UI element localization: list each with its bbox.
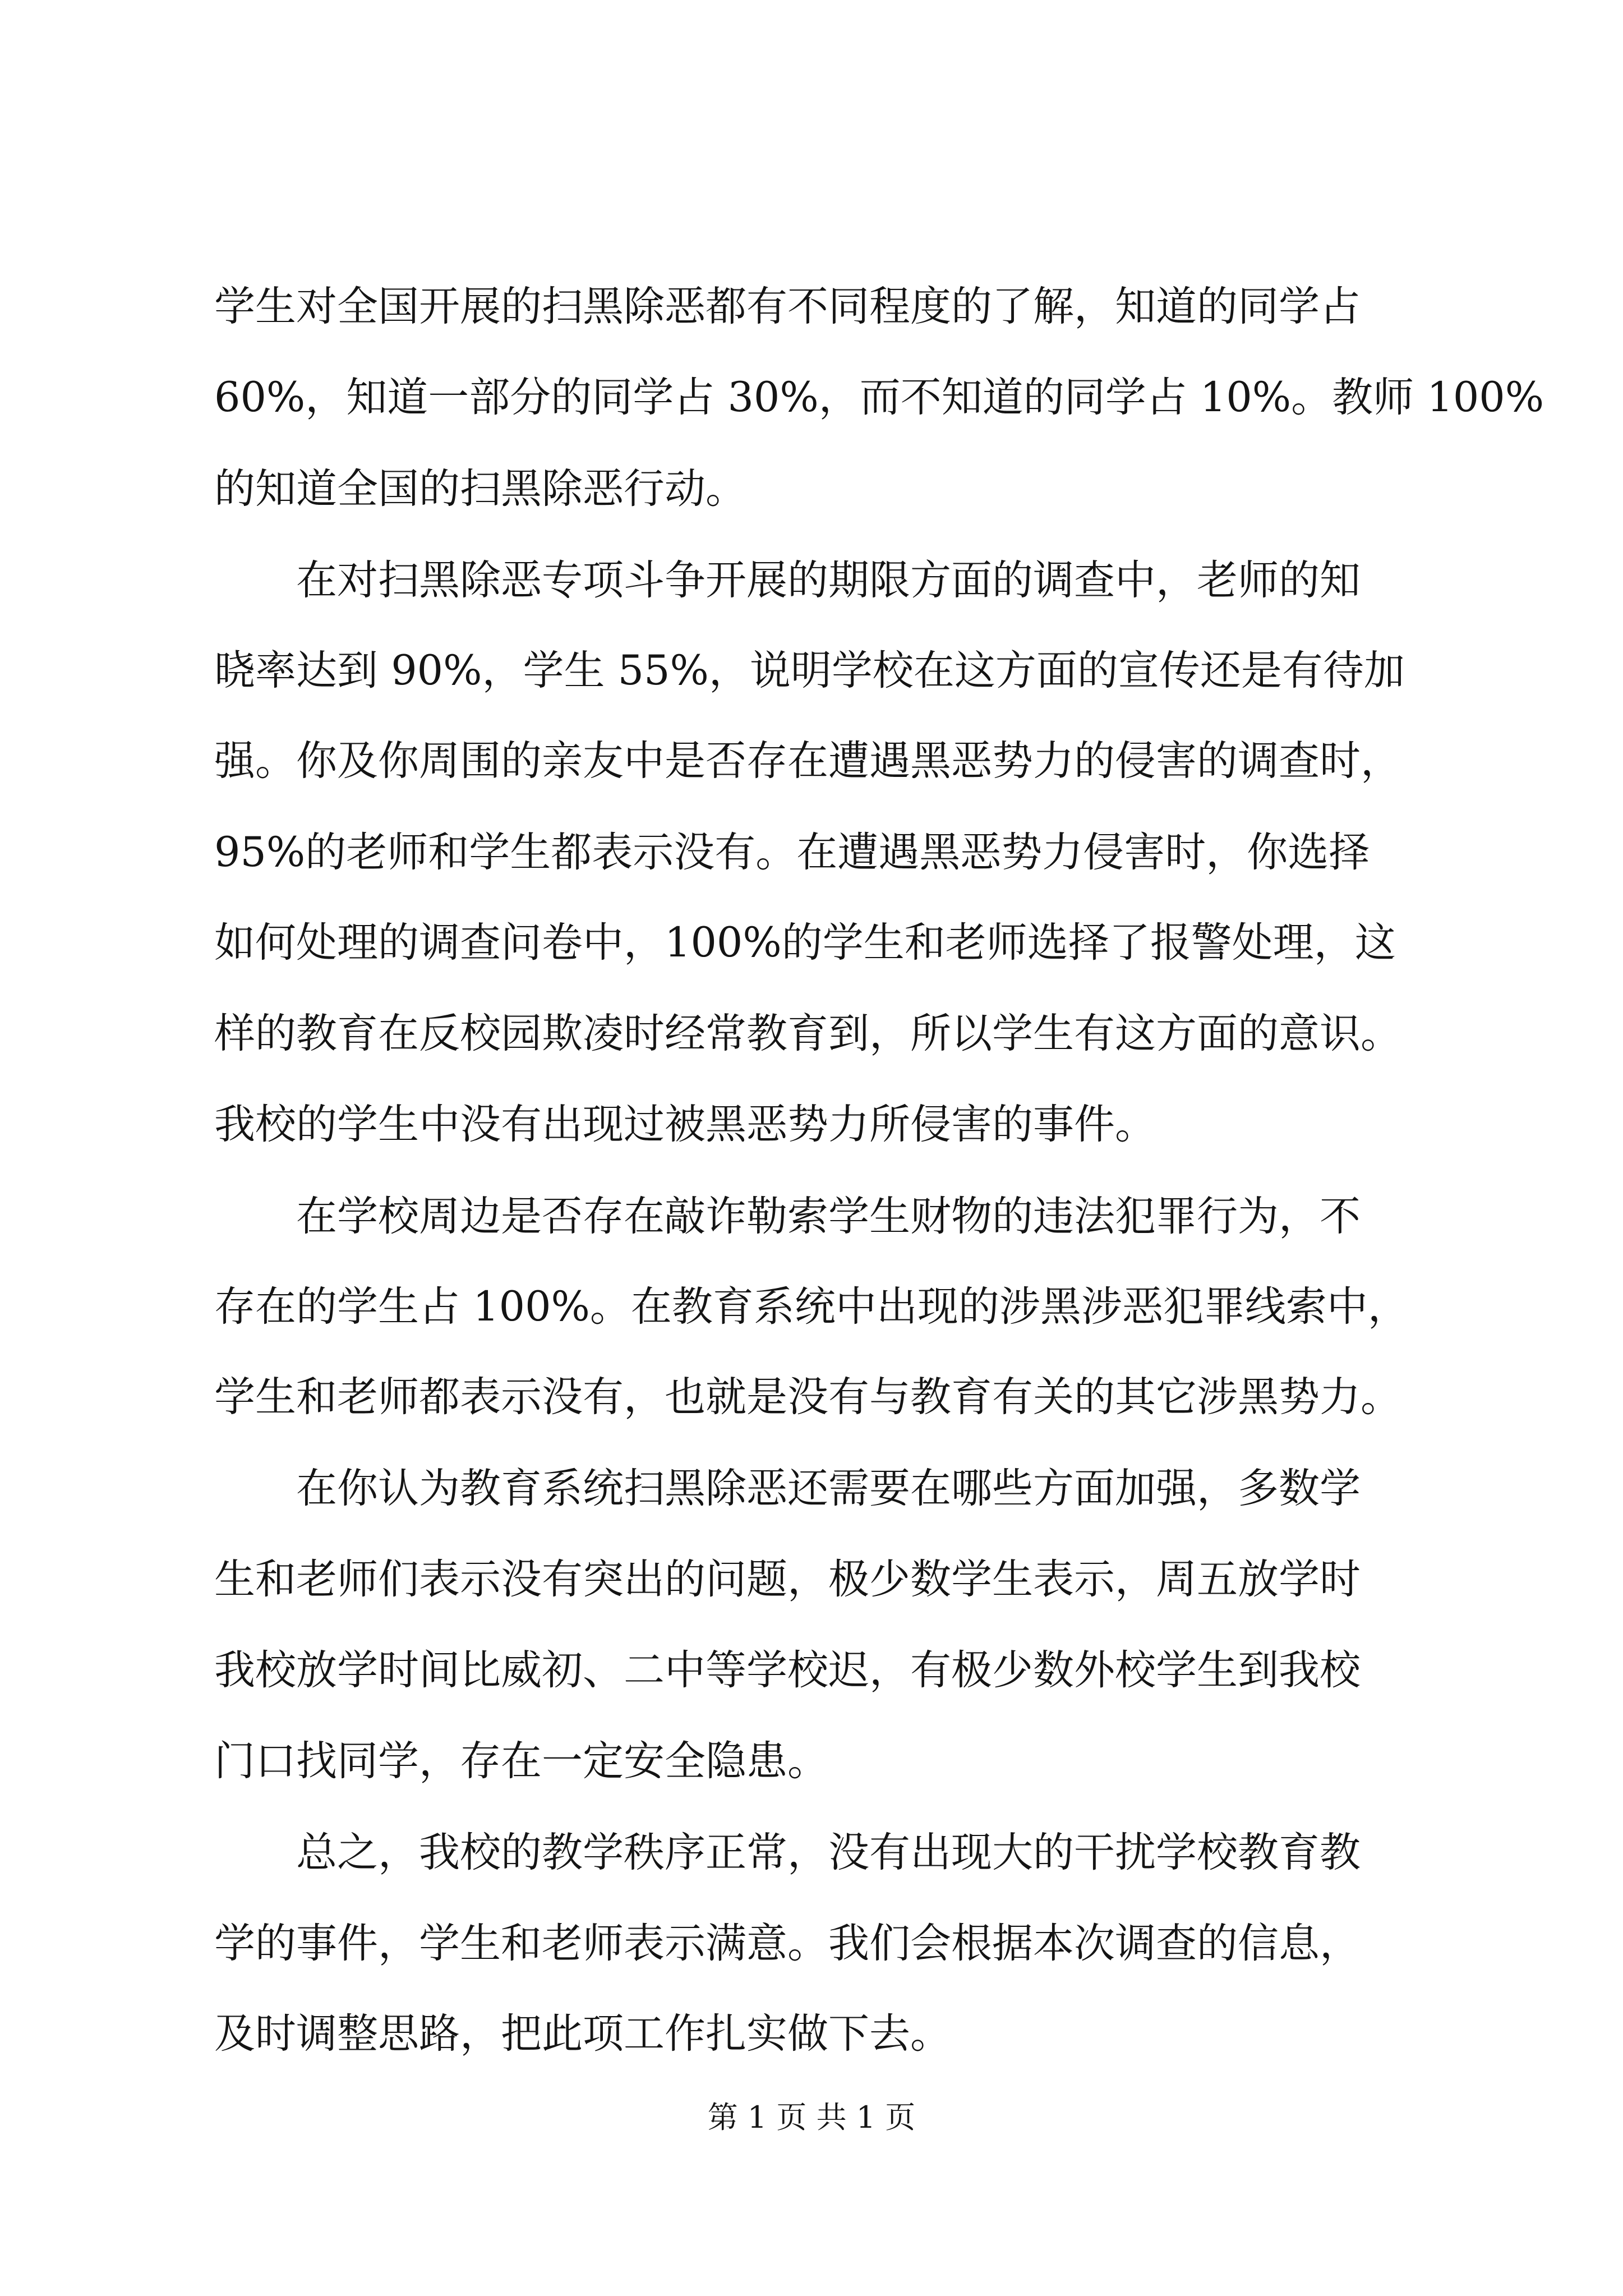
- text-line: 如何处理的调查问卷中，100%的学生和老师选择了报警处理，这: [214, 919, 1396, 967]
- text-line: 我校放学时间比威初、二中等学校迟，有极少数外校学生到我校: [214, 1646, 1361, 1694]
- page-footer: 第 1 页 共 1 页: [707, 2100, 916, 2135]
- text-line: 存在的学生占 100%。在教育系统中出现的涉黑涉恶犯罪线索中，: [214, 1283, 1409, 1331]
- text-line: 在你认为教育系统扫黑除恶还需要在哪些方面加强，多数学: [214, 1465, 1361, 1512]
- text-line: 及时调整思路，把此项工作扎实做下去。: [214, 2010, 951, 2058]
- text-line: 学的事件，学生和老师表示满意。我们会根据本次调查的信息，: [214, 1920, 1361, 1967]
- text-line: 门口找同学，存在一定安全隐患。: [214, 1737, 828, 1785]
- text-line: 60%，知道一部分的同学占 30%，而不知道的同学占 10%。教师 100%: [214, 374, 1544, 421]
- text-line: 在对扫黑除恶专项斗争开展的期限方面的调查中，老师的知: [214, 556, 1361, 604]
- text-line: 在学校周边是否存在敲诈勒索学生财物的违法犯罪行为，不: [214, 1193, 1361, 1240]
- text-line: 学生和老师都表示没有，也就是没有与教育有关的其它涉黑势力。: [214, 1373, 1401, 1421]
- text-line: 样的教育在反校园欺凌时经常教育到，所以学生有这方面的意识。: [214, 1010, 1401, 1057]
- text-line: 晓率达到 90%，学生 55%，说明学校在这方面的宣传还是有待加: [214, 647, 1405, 694]
- text-line: 强。你及你周围的亲友中是否存在遭遇黑恶势力的侵害的调查时，: [214, 737, 1401, 785]
- text-line: 95%的老师和学生都表示没有。在遭遇黑恶势力侵害时，你选择: [214, 829, 1370, 876]
- text-line: 我校的学生中没有出现过被黑恶势力所侵害的事件。: [214, 1101, 1156, 1148]
- text-line: 生和老师们表示没有突出的问题，极少数学生表示，周五放学时: [214, 1556, 1361, 1603]
- text-line: 的知道全国的扫黑除恶行动。: [214, 465, 746, 513]
- text-line: 学生对全国开展的扫黑除恶都有不同程度的了解，知道的同学占: [214, 283, 1361, 330]
- text-line: 总之，我校的教学秩序正常，没有出现大的干扰学校教育教: [214, 1829, 1361, 1876]
